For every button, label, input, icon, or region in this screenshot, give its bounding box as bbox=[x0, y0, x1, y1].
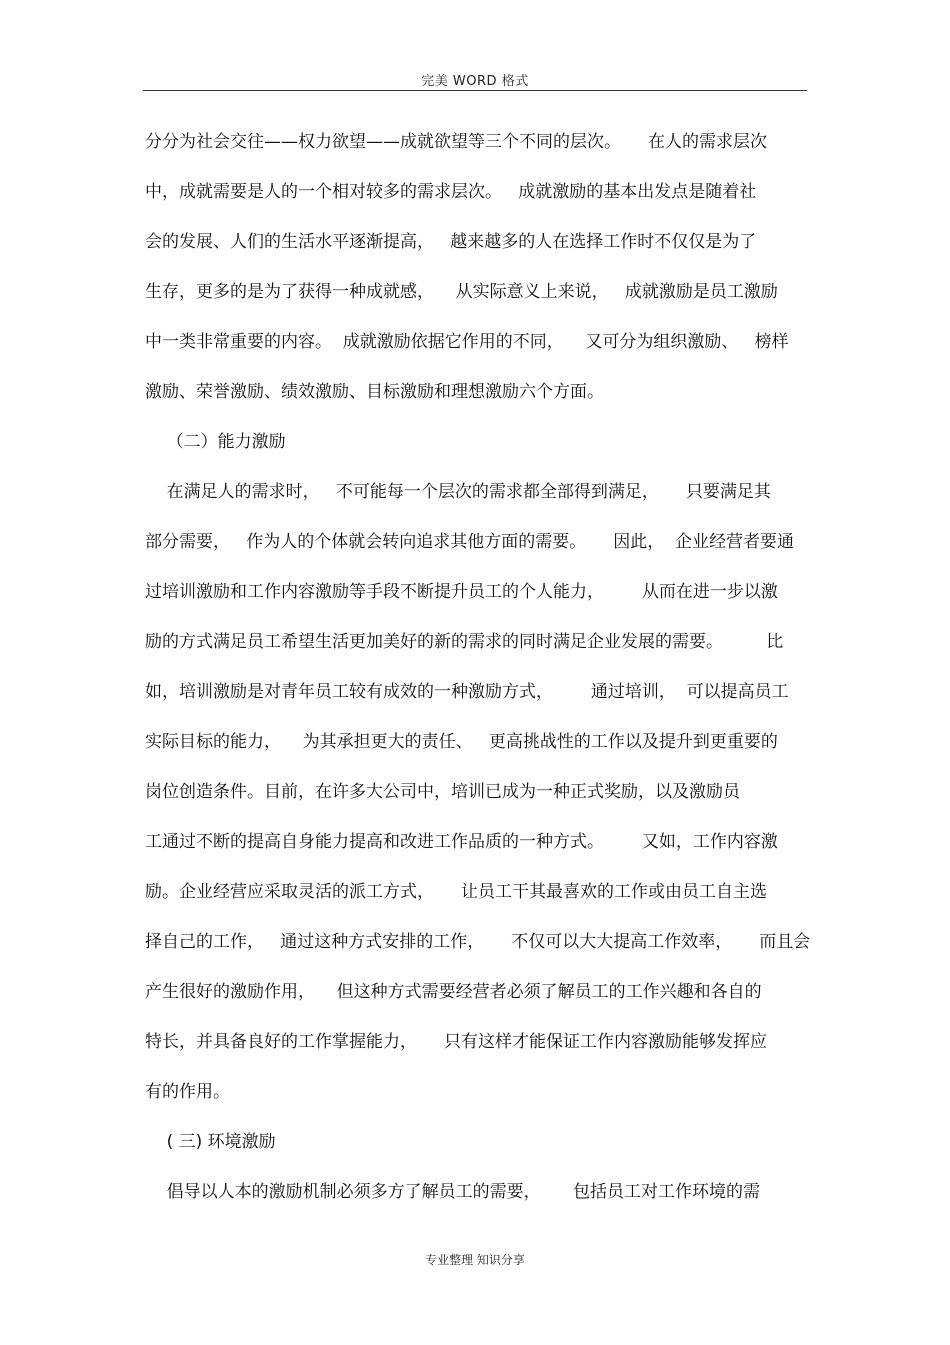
text-line: 如，培训激励是对青年员工较有成效的一种激励方式， 通过培训， 可以提高员工 bbox=[145, 682, 789, 702]
page-footer: 专业整理 知识分享 bbox=[425, 1253, 525, 1267]
section-heading: （二）能力激励 bbox=[145, 432, 286, 452]
text-line: 中，成就需要是人的一个相对较多的需求层次。 成就激励的基本出发点是随着社 bbox=[145, 182, 757, 202]
text-line: 倡导以人本的激励机制必须多方了解员工的需要， 包括员工对工作环境的需 bbox=[145, 1182, 761, 1202]
text-line: 工通过不断的提高自身能力提高和改进工作品质的一种方式。 又如，工作内容激 bbox=[145, 832, 778, 852]
text-line: 实际目标的能力， 为其承担更大的责任、 更高挑战性的工作以及提升到更重要的 bbox=[145, 732, 778, 752]
text-line: 励的方式满足员工希望生活更加美好的新的需求的同时满足企业发展的需要。 比 bbox=[145, 632, 784, 652]
header-divider bbox=[143, 90, 807, 91]
text-line: 分分为社会交往——权力欲望——成就欲望等三个不同的层次。 在人的需求层次 bbox=[145, 132, 768, 152]
text-line: 特长，并具备良好的工作掌握能力， 只有这样才能保证工作内容激励能够发挥应 bbox=[145, 1032, 768, 1052]
section-heading: ( 三) 环境激励 bbox=[145, 1132, 276, 1152]
page-header-title: 完美 WORD 格式 bbox=[421, 74, 529, 89]
text-line: 生存，更多的是为了获得一种成就感， 从实际意义上来说， 成就激励是员工激励 bbox=[145, 282, 778, 302]
text-line: 有的作用。 bbox=[145, 1082, 230, 1102]
text-line: 过培训激励和工作内容激励等手段不断提升员工的个人能力， 从而在进一步以激 bbox=[145, 582, 778, 602]
text-line: 激励、荣誉激励、绩效激励、目标激励和理想激励六个方面。 bbox=[145, 382, 604, 402]
text-line: 会的发展、人们的生活水平逐渐提高， 越来越多的人在选择工作时不仅仅是为了 bbox=[145, 232, 757, 252]
text-line: 在满足人的需求时， 不可能每一个层次的需求都全部得到满足， 只要满足其 bbox=[145, 482, 771, 502]
text-line: 部分需要， 作为人的个体就会转向追求其他方面的需要。 因此， 企业经营者要通 bbox=[145, 532, 795, 552]
text-line: 择自己的工作， 通过这种方式安排的工作， 不仅可以大大提高工作效率， 而且会 bbox=[145, 932, 811, 952]
text-line: 中一类非常重要的内容。 成就激励依据它作用的不同， 又可分为组织激励、 榜样 bbox=[145, 332, 789, 352]
text-line: 岗位创造条件。目前，在许多大公司中，培训已成为一种正式奖励，以及激励员 bbox=[145, 782, 740, 802]
text-line: 产生很好的激励作用， 但这种方式需要经营者必须了解员工的工作兴趣和各自的 bbox=[145, 982, 762, 1002]
text-line: 励。企业经营应采取灵活的派工方式， 让员工干其最喜欢的工作或由员工自主选 bbox=[145, 882, 768, 902]
